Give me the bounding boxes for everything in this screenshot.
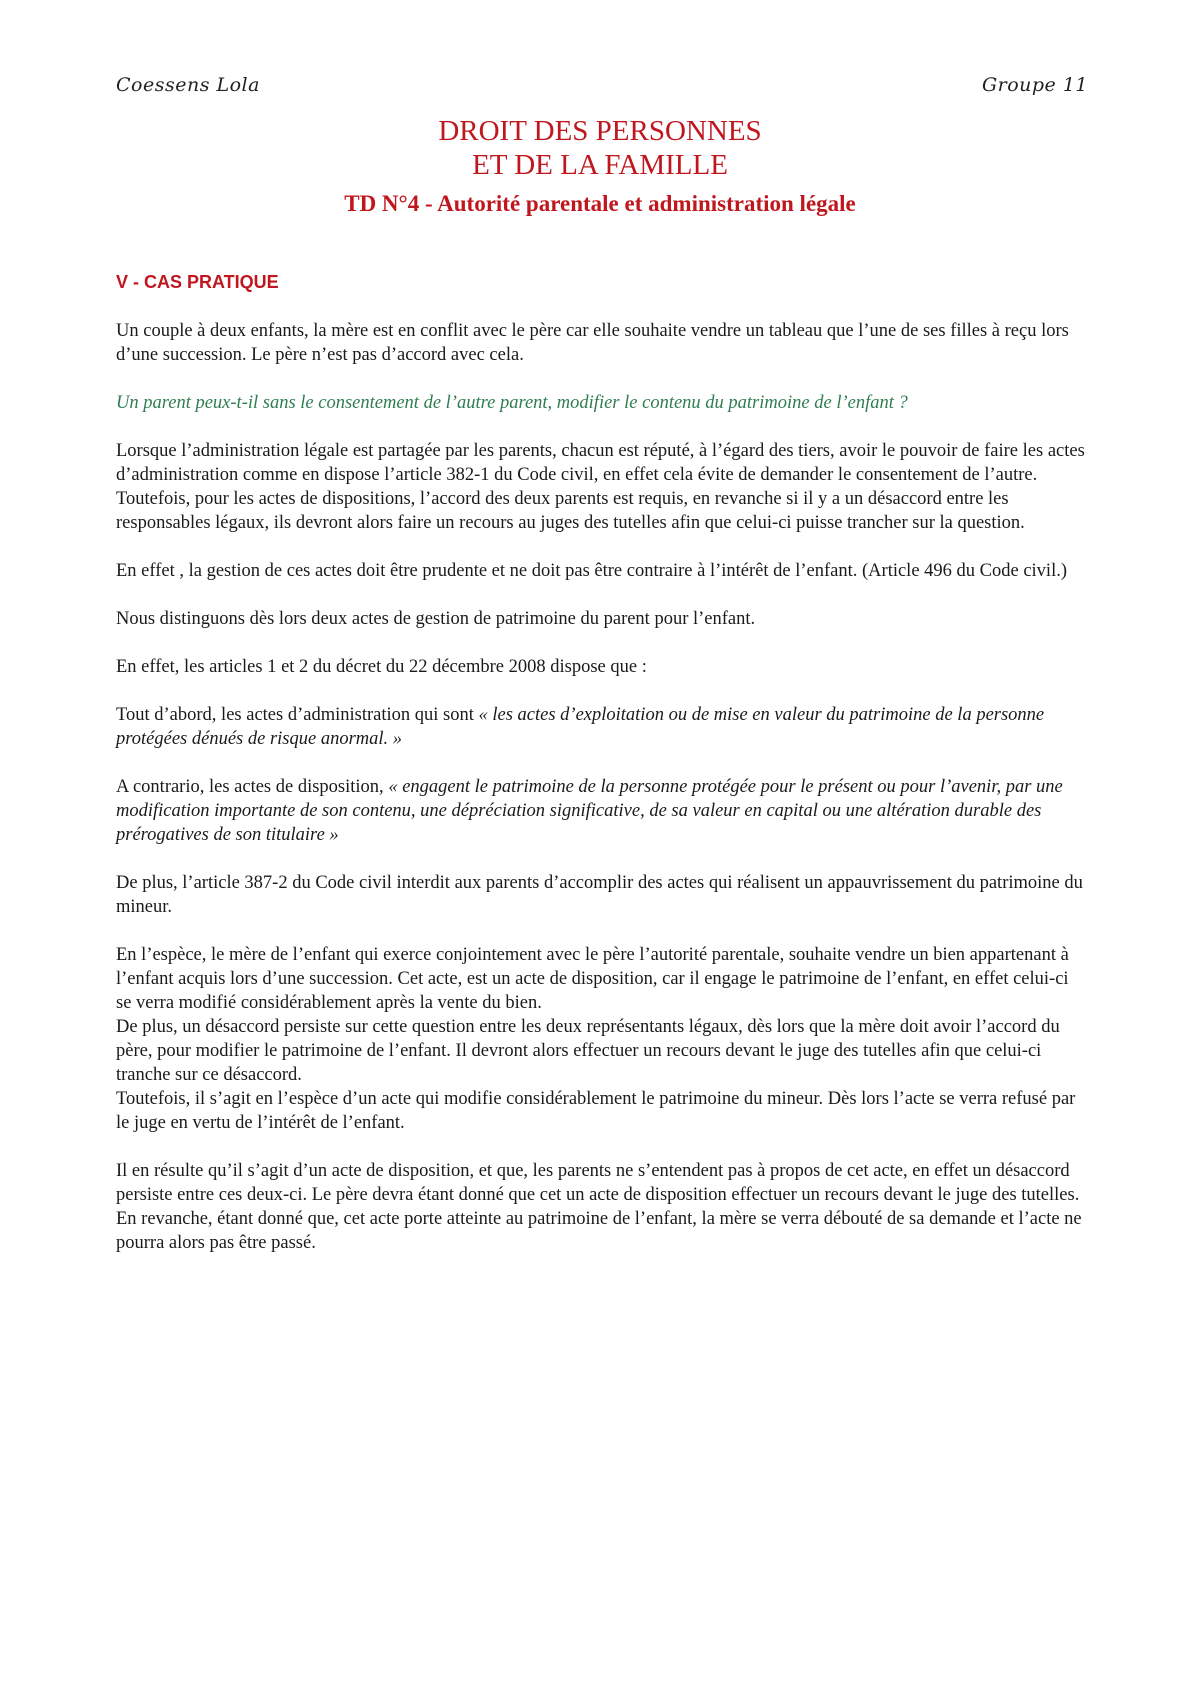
disposition-acts-lead: A contrario, les actes de disposition, (116, 777, 389, 797)
legal-question: Un parent peux-t-il sans le consentement de l’autre parent, modifier le contenu du patrimoine de l’enfant ? (116, 393, 908, 413)
admin-acts-quote: « les actes d’exploitation ou de mise en valeur du patrimoine de la personne protégées dénués de risque anormal. » (116, 705, 1045, 749)
paragraph-prudence: En effet , la gestion de ces actes doit être prudente et ne doit pas être contraire à l’intérêt de l’enfant. (Article 496 du Code civil.) (116, 561, 1067, 581)
group-label: Groupe 11 (981, 74, 1088, 96)
paragraph-disposition-acts (116, 775, 1086, 847)
disposition-acts-quote: « engagent le patrimoine de la personne protégée pour le présent ou pour l’avenir, par une modification importante de son contenu, une dépréciation significative, de sa valeur en capital ou une altération durable des prérogatives de son titulaire » (116, 777, 1063, 845)
document-body (116, 270, 1086, 1279)
intro-paragraph: Un couple à deux enfants, la mère est en conflit avec le père car elle souhaite vendre un tableau que l’une de ses filles à reçu lors d’une succession. Le père n’est pas d’accord avec cela. (116, 321, 1069, 365)
title-block (0, 114, 1200, 218)
paragraph-decree: En effet, les articles 1 et 2 du décret du 22 décembre 2008 dispose que : (116, 657, 647, 677)
paragraph-case-disagreement: De plus, un désaccord persiste sur cette question entre les deux représentants légaux, dès lors que la mère doit avoir l’accord du père, pour modifier le patrimoine de l’enfant. Il devront alors effectuer un recours devant le juge des tutelles afin que celui-ci tranche sur ce désaccord. (116, 1017, 1060, 1085)
paragraph-conclusion: Il en résulte qu’il s’agit d’un acte de disposition, et que, les parents ne s’entendent pas à propos de cet acte, en effet un désaccord persiste entre ces deux-ci. Le père devra étant donné que cet un acte de disposition effectuer un recours devant le juge des tutelles. En revanche, étant donné que, cet acte porte atteinte au patrimoine de l’enfant, la mère se verra débouté de sa demande et l’acte ne pourra alors pas être passé. (116, 1161, 1082, 1253)
paragraph-administration: Lorsque l’administration légale est partagée par les parents, chacun est réputé, à l’égard des tiers, avoir le pouvoir de faire les actes d’administration comme en dispose l’article 382-1 du Code civil, en effet cela évite de demander le consentement de l’autre. Toutefois, pour les actes de dispositions, l’accord des deux parents est requis, en revanche si il y a un désaccord entre les responsables légaux, ils devront alors faire un recours au juges des tutelles afin que celui-ci puisse trancher sur la question. (116, 441, 1085, 533)
paragraph-case-refusal: Toutefois, il s’agit en l’espèce d’un acte qui modifie considérablement le patrimoine du mineur. Dès lors l’acte se verra refusé par le juge en vertu de l’intérêt de l’enfant. (116, 1089, 1076, 1133)
paragraph-distinction: Nous distinguons dès lors deux actes de gestion de patrimoine du parent pour l’enfant. (116, 609, 756, 629)
title-line-1: DROIT DES PERSONNES (438, 115, 762, 147)
document-subtitle: TD N°4 - Autorité parentale et administration légale (344, 191, 856, 216)
author-name: Coessens Lola (116, 74, 260, 96)
section-heading: V - CAS PRATIQUE (116, 272, 279, 292)
paragraph-article-387: De plus, l’article 387-2 du Code civil interdit aux parents d’accomplir des actes qui réalisent un appauvrissement du patrimoine du mineur. (116, 873, 1083, 917)
admin-acts-lead: Tout d’abord, les actes d’administration qui sont (116, 705, 479, 725)
paragraph-admin-acts (116, 703, 1086, 751)
paragraph-case-facts: En l’espèce, le mère de l’enfant qui exerce conjointement avec le père l’autorité parentale, souhaite vendre un bien appartenant à l’enfant acquis lors d’une succession. Cet acte, est un acte de disposition, car il engage le patrimoine de l’enfant, en effet celui-ci se verra modifié considérablement après la vente du bien. (116, 945, 1069, 1013)
title-line-2: ET DE LA FAMILLE (472, 149, 728, 181)
